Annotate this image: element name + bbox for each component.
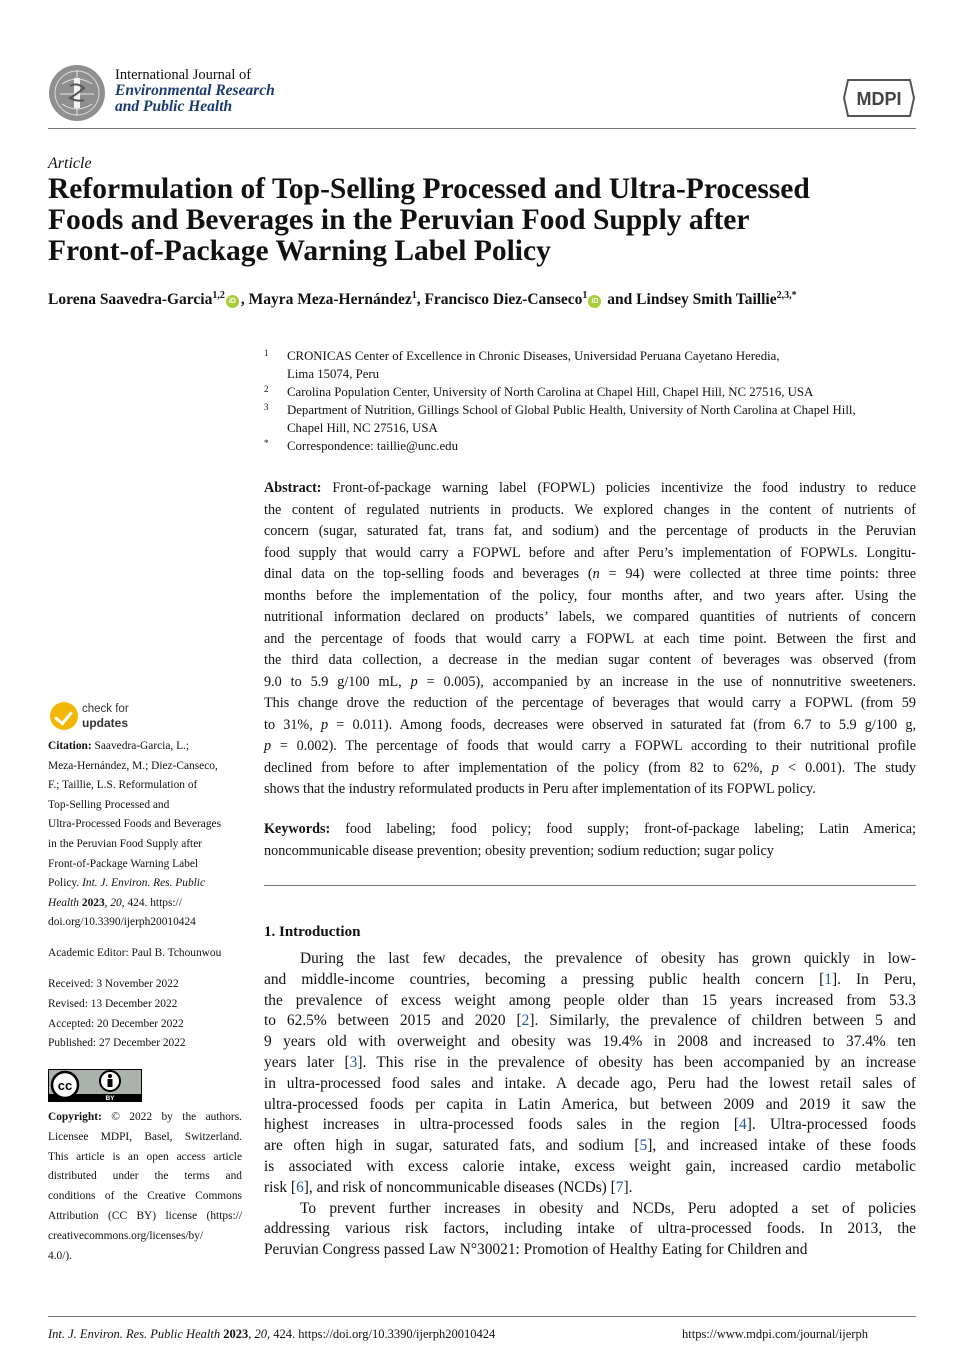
- svg-text:cc: cc: [57, 1078, 73, 1093]
- intro-line: addressing various risk factors, including intake of ultra-processed foods. In 2013, the: [264, 1220, 916, 1238]
- intro-line: are often high in sugar, saturated fats, and sodium [5], and increased intake of these foods: [264, 1137, 916, 1155]
- title-line: Foods and Beverages in the Peruvian Food Supply after: [48, 204, 750, 236]
- publication-dates: [48, 975, 186, 1054]
- affiliation-number: 1: [264, 348, 269, 358]
- journal-name-line2: Environmental Research: [115, 82, 275, 99]
- title-line: Reformulation of Top-Selling Processed and Ultra-Processed: [48, 173, 810, 205]
- affiliation-line: Carolina Population Center, University of North Carolina at Chapel Hill, Chapel Hill, NC 27516, USA: [287, 385, 814, 399]
- affiliation-item: [264, 347, 924, 383]
- author-affiliation-marker: 1: [582, 290, 588, 301]
- title-line: Front-of-Package Warning Label Policy: [48, 235, 551, 267]
- keywords-label: Keywords:: [264, 821, 331, 837]
- journal-logo: [48, 64, 106, 122]
- affiliation-number: 3: [264, 402, 269, 412]
- author-name: Francisco Diez-Canseco: [424, 291, 583, 308]
- affiliation-number: 2: [264, 384, 269, 394]
- citation-line: Top-Selling Processed and: [48, 798, 170, 811]
- keywords-line: Keywords: food labeling; food policy; food supply; front-of-package labeling; Latin America;: [264, 821, 916, 837]
- copyright-line: creativecommons.org/licenses/by/: [48, 1229, 204, 1242]
- mdpi-logo-text: MDPI: [856, 89, 902, 109]
- cc-by-license-badge[interactable]: [48, 1069, 142, 1102]
- abstract-line: months before the implementation of the policy, four months after, and two years after. Using the: [264, 587, 916, 604]
- keywords: [264, 819, 916, 862]
- abstract-line: p = 0.002). The percentage of foods that would carry a FOPWL according to their nutritional profile: [264, 738, 916, 754]
- citation-line: Ultra-Processed Foods and Beverages: [48, 818, 222, 831]
- keywords-line: noncommunicable disease prevention; obesity prevention; sodium reduction; sugar policy: [264, 842, 774, 859]
- abstract-line: concern (sugar, saturated fat, trans fat, and sodium) and the percentage of products in the Peruvian: [264, 523, 916, 539]
- affiliation-item: [264, 383, 924, 401]
- cc-by-text: BY: [105, 1095, 115, 1102]
- copyright-notice: [48, 1108, 242, 1266]
- orcid-icon[interactable]: iD: [226, 295, 239, 308]
- intro-line: is associated with excess calorie intake, excess weight gain, increased cardio metabolic: [264, 1157, 916, 1175]
- intro-line: the prevalence of excess weight among people older than 15 years increased from 53.3: [264, 991, 916, 1009]
- reference-link[interactable]: 3: [349, 1053, 358, 1071]
- intro-line: During the last few decades, the prevalence of obesity has grown quickly in low-: [300, 950, 916, 967]
- section-divider: [264, 885, 916, 886]
- affiliation-line: Department of Nutrition, Gillings School of Global Public Health, University of North Carolina at Chapel Hill,: [287, 403, 856, 417]
- affiliation-line: Correspondence: taillie@unc.edu: [287, 439, 458, 453]
- checkmark-icon: [50, 702, 78, 730]
- affiliation-item: [264, 437, 924, 455]
- affiliation-line: Lima 15074, Peru: [287, 367, 380, 381]
- check-for-updates-button[interactable]: [50, 702, 160, 732]
- section-heading-introduction: 1. Introduction: [264, 924, 361, 940]
- intro-line: To prevent further increases in obesity and NCDs, Peru adopted a set of policies: [300, 1199, 916, 1217]
- copyright-line: distributed under the terms and: [48, 1170, 242, 1183]
- date-line: Accepted: 20 December 2022: [48, 1017, 184, 1030]
- abstract-line: to 31%, p = 0.011). Among foods, decreases were observed in saturated fat (from 6.7 to 5.9 g/100 g,: [264, 716, 916, 733]
- affiliation-line: Chapel Hill, NC 27516, USA: [287, 421, 438, 435]
- reference-link[interactable]: 5: [639, 1137, 648, 1155]
- author-affiliation-marker: 1: [411, 290, 417, 301]
- journal-name-line3: and Public Health: [115, 98, 233, 115]
- abstract-line: This change drove the reduction of the percentage of beverages that would carry a FOPWL (from 59: [264, 695, 916, 711]
- abstract-line: Abstract: Front-of-package warning label (FOPWL) policies incentivize the food industry to reduce: [264, 480, 916, 496]
- academic-editor: Academic Editor: Paul B. Tchounwou: [48, 947, 222, 959]
- citation-line: doi.org/10.3390/ijerph20010424: [48, 916, 196, 929]
- article-type: Article: [48, 155, 92, 172]
- abstract-line: the third data collection, a decrease in the median sugar content of beverages was observed (from: [264, 652, 916, 668]
- journal-name: [115, 67, 275, 115]
- copyright-line: conditions of the Creative Commons: [48, 1190, 242, 1203]
- intro-line: Peruvian Congress passed Law N°30021: Promotion of Healthy Eating for Children and: [264, 1241, 808, 1259]
- article-title: [48, 174, 918, 267]
- abstract-line: declined from before to after implementation of the policy (from 82 to 62%, p < 0.001). The study: [264, 759, 916, 776]
- abstract-line: 9.0 to 5.9 g/100 mL, p = 0.005), accompanied by an increase in the use of nonnutritive sweeteners.: [264, 673, 916, 690]
- abstract-line: dinal data on the top-selling foods and beverages (n = 94) were collected at three time points: three: [264, 566, 916, 582]
- affiliation-line: CRONICAS Center of Excellence in Chronic Diseases, Universidad Peruana Cayetano Heredia,: [287, 349, 780, 363]
- copyright-line: Attribution (CC BY) license (https://: [48, 1209, 242, 1222]
- intro-line: highest increases in ultra-processed foods sales in the region [4]. Ultra-processed foods: [264, 1116, 916, 1134]
- journal-name-line1: International Journal of: [115, 67, 252, 83]
- author-name: Lindsey Smith Taillie: [636, 291, 777, 308]
- abstract-line: food supply that would carry a FOPWL before and after Peru’s implementation of FOPWLs. Longitu-: [264, 544, 916, 561]
- abstract-label: Abstract:: [264, 480, 322, 496]
- copyright-line: Copyright: © 2022 by the authors.: [48, 1111, 242, 1123]
- reference-link[interactable]: 1: [824, 970, 832, 988]
- affiliation-item: [264, 401, 924, 437]
- date-line: Revised: 13 December 2022: [48, 997, 178, 1010]
- author-affiliation-marker: 2,3,*: [776, 290, 797, 301]
- citation-box: [48, 737, 246, 933]
- reference-link[interactable]: 7: [615, 1178, 624, 1196]
- orcid-icon[interactable]: iD: [588, 295, 601, 308]
- citation-line: Front-of-Package Warning Label: [48, 857, 199, 870]
- abstract-line: and the percentage of foods that would carry a FOPWL at each time point. Between the first and: [264, 630, 916, 647]
- mdpi-logo: [842, 76, 916, 120]
- author-affiliation-marker: 1,2: [212, 290, 225, 301]
- intro-line: years later [3]. This rise in the prevalence of obesity has been accompanied by an increase: [264, 1053, 917, 1071]
- affiliation-number: *: [264, 438, 269, 448]
- reference-link[interactable]: 6: [296, 1178, 304, 1196]
- abstract-line: shows that the industry reformulated products in Peru after implementation of its FOPWL policy.: [264, 781, 816, 797]
- citation-line: in the Peruvian Food Supply after: [48, 837, 203, 850]
- check-updates-label: check for: [82, 703, 129, 715]
- footer-journal-url[interactable]: https://www.mdpi.com/journal/ijerph: [682, 1327, 868, 1341]
- footer-divider: [48, 1316, 916, 1317]
- abstract: [264, 478, 916, 801]
- footer-citation: Int. J. Environ. Res. Public Health 2023, 20, 424. https://doi.org/10.3390/ijerph20010424: [48, 1327, 496, 1341]
- check-updates-label-bold: updates: [82, 716, 129, 730]
- citation-line: Policy. Int. J. Environ. Res. Public: [48, 877, 206, 890]
- copyright-line: Licensee MDPI, Basel, Switzerland.: [48, 1130, 242, 1143]
- intro-line: and middle-income countries, becoming a pressing public health concern [1]. In Peru,: [264, 970, 916, 988]
- date-line: Published: 27 December 2022: [48, 1037, 186, 1050]
- intro-line: ultra-processed foods per capita in Latin America, but between 2009 and 2019 it saw the: [264, 1095, 916, 1113]
- affiliations: [264, 347, 924, 455]
- header-divider: [48, 128, 916, 129]
- citation-line: Health 2023, 20, 424. https://: [48, 896, 182, 909]
- abstract-line: the content of regulated nutrients in products. We explored changes in the content of nutrients of: [264, 501, 916, 518]
- citation-line: Meza-Hernández, M.; Diez-Canseco,: [48, 759, 218, 772]
- intro-line: to 62.5% between 2015 and 2020 [2]. Similarly, the prevalence of children between 5 and: [264, 1012, 916, 1030]
- reference-link[interactable]: 4: [739, 1116, 747, 1134]
- citation-line: F.; Taillie, L.S. Reformulation of: [48, 779, 198, 792]
- intro-line: in ultra-processed food sales and intake. A decade ago, Peru had the lowest retail sales of: [264, 1074, 916, 1092]
- author-name: Mayra Meza-Hernández: [248, 291, 412, 308]
- introduction-body: [264, 949, 916, 1261]
- abstract-line: nutritional information declared on products’ labels, we compared quantities of nutrients of concern: [264, 609, 916, 625]
- intro-line: 9 years old with overweight and obesity was 19.4% in 2008 and increased to 37.4% ten: [264, 1033, 916, 1051]
- copyright-line: 4.0/).: [48, 1249, 73, 1262]
- author-name: Lorena Saavedra-Garcia: [48, 291, 213, 308]
- reference-link[interactable]: 2: [521, 1012, 530, 1030]
- citation-line: Citation: Saavedra-Garcia, L.;: [48, 740, 190, 752]
- author-list: Lorena Saavedra-Garcia$^{1,2}$iD , Mayra Meza-Hernández$^1$, Francisco Diez-Canseco$^1$iD and Lindsey Smith Taillie$^{2,3,*}$: [48, 290, 797, 308]
- intro-line: risk [6], and risk of noncommunicable diseases (NCDs) [7].: [264, 1178, 633, 1196]
- copyright-line: This article is an open access article: [48, 1150, 242, 1163]
- date-line: Received: 3 November 2022: [48, 978, 179, 990]
